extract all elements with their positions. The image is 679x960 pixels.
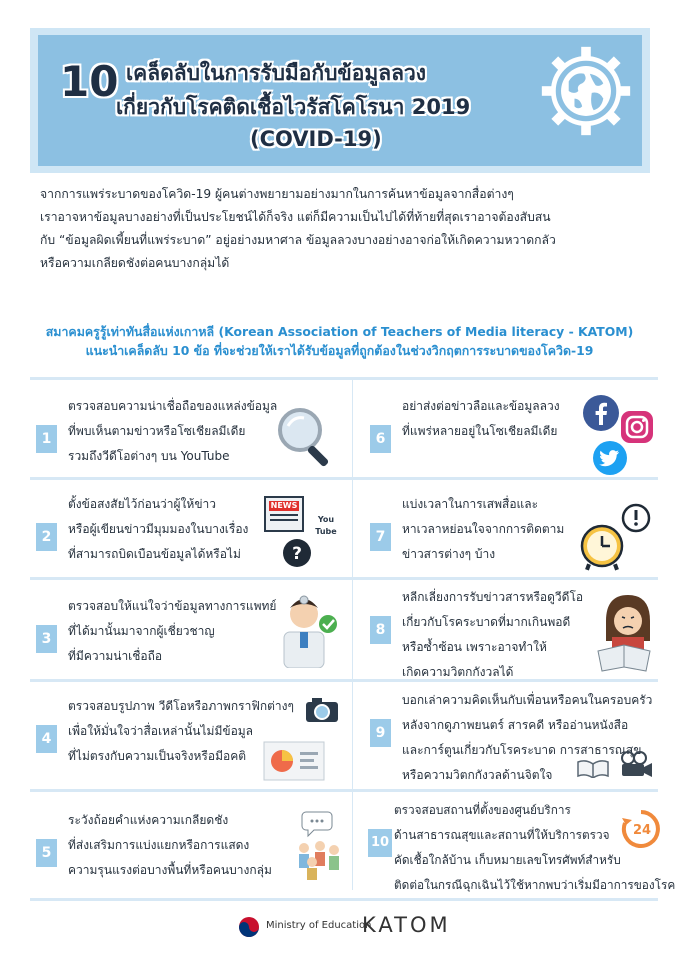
- tip-number-badge: 9: [370, 719, 391, 747]
- camera-icon: [304, 696, 340, 724]
- tip-number-badge: 7: [370, 523, 391, 551]
- association-line-2: แนะนำเคล็ดลับ 10 ข้อ ที่จะช่วยให้เราได้รับข้อมูลที่ถูกต้องในช่วงวิกฤตการระบาดของโควิด-19: [85, 343, 594, 358]
- ministry-label: Ministry of Education: [266, 920, 372, 931]
- tip-line: ที่แพร่หลายอยู่ในโซเชียลมีเดีย: [402, 424, 558, 438]
- instagram-icon: [620, 410, 654, 444]
- tip-line: ตรวจสอบสถานที่ตั้งของศูนย์บริการ: [394, 803, 571, 817]
- newspaper-icon: [264, 496, 304, 532]
- worried-reader-icon: [592, 591, 658, 673]
- tip-line: รวมถึงวีดีโอต่างๆ บน YouTube: [68, 449, 230, 463]
- title-number: 10: [60, 57, 119, 106]
- tip-number-badge: 8: [370, 616, 391, 644]
- news-label: NEWS: [270, 501, 298, 510]
- tip-line: ที่พบเห็นตามข่าวหรือโซเชียลมีเดีย: [68, 424, 246, 438]
- tip-text: [68, 808, 272, 883]
- youtube-label: You Tube: [315, 515, 337, 536]
- column-divider: [352, 380, 353, 890]
- tip-number-badge: 10: [368, 829, 392, 857]
- tip-7: [370, 492, 660, 592]
- tip-line: ความรุนแรงต่อบางพื้นที่หรือคนบางกลุ่ม: [68, 863, 272, 877]
- tip-text: [402, 688, 652, 788]
- tip-line: ระวังถ้อยคำแห่งความเกลียดชัง: [68, 813, 229, 827]
- question-icon: [282, 538, 312, 568]
- tip-text: [402, 394, 560, 444]
- tip-8: [370, 585, 660, 685]
- magnifier-icon: [274, 404, 338, 468]
- tip-text: [68, 394, 277, 469]
- people-chat-icon: [292, 810, 344, 880]
- tip-line: เพื่อให้มั่นใจว่าสื่อเหล่านั้นไม่มีข้อมูล: [68, 724, 254, 738]
- tip-text: [68, 492, 248, 567]
- tip-line: ด้านสาธารณสุขและสถานที่ให้บริการตรวจ: [394, 828, 610, 842]
- hotline-24-icon: [620, 808, 662, 850]
- tip-line: หรือซ้ำซ้อน เพราะอาจทำให้: [402, 640, 547, 654]
- film-camera-icon: [618, 750, 654, 780]
- tip-line: ข่าวสารต่างๆ บ้าง: [402, 547, 496, 561]
- tip-line: บอกเล่าความคิดเห็นกับเพื่อนหรือคนในครอบครัว: [402, 693, 653, 707]
- tip-text: [68, 594, 276, 669]
- katom-logo: KATOM: [362, 913, 451, 937]
- tip-line: ที่ไม่ตรงกับความเป็นจริงหรือมีอคติ: [68, 749, 247, 763]
- tip-line: ติดต่อในกรณีฉุกเฉินไว้ใช้หากพบว่าเริ่มมีอาการของโรค: [394, 878, 676, 892]
- title-line-3: (COVID-19): [250, 127, 382, 151]
- tip-text: [402, 585, 583, 685]
- title-banner-inner: [38, 35, 642, 166]
- intro-line: หรือความเกลียดชังต่อคนบางกลุ่มได้: [40, 256, 230, 270]
- association-line-1: สมาคมครูรู้เท่าทันสื่อแห่งเกาหลี (Korean Association of Teachers of Media literacy - KATOM): [45, 324, 634, 339]
- doctor-icon: [268, 588, 342, 668]
- intro-paragraph: [40, 183, 650, 275]
- intro-line: จากการแพร่ระบาดของโควิด-19 ผู้คนต่างพยายามอย่างมากในการค้นหาข้อมูลจากสื่อต่างๆ: [40, 187, 514, 201]
- association-heading: [20, 322, 659, 360]
- tip-number-badge: 6: [370, 425, 391, 453]
- footer: [0, 908, 679, 948]
- youtube-icon: [310, 514, 342, 542]
- alarm-clock-icon: [578, 500, 654, 576]
- hotline-label: 24: [632, 823, 652, 838]
- tip-6: [370, 394, 660, 494]
- tip-number-badge: 1: [36, 425, 57, 453]
- tip-number-badge: 4: [36, 725, 57, 753]
- tip-text: [402, 492, 564, 567]
- svg-text:?: ?: [292, 544, 302, 564]
- tip-line: หรือผู้เขียนข่าวมีมุมมองในบางเรื่อง: [68, 522, 249, 536]
- tip-line: เกิดความวิตกกังวลได้: [402, 665, 514, 679]
- tip-line: หลีกเลี่ยงการรับข่าวสารหรือดูวีดีโอ: [402, 590, 584, 604]
- tip-4: [36, 694, 346, 794]
- tip-line: ที่สามารถบิดเบือนข้อมูลได้หรือไม่: [68, 547, 241, 561]
- tip-line: หรือความวิตกกังวลด้านจิตใจ: [402, 768, 553, 782]
- tip-line: และการ์ตูนเกี่ยวกับโรคระบาด การสาธารณสุข: [402, 743, 642, 757]
- tip-line: ตั้งข้อสงสัยไว้ก่อนว่าผู้ให้ข่าว: [68, 497, 217, 511]
- tip-number-badge: 2: [36, 523, 57, 551]
- tip-line: ที่ส่งเสริมการแบ่งแยกหรือการแสดง: [68, 838, 250, 852]
- tip-10: [368, 798, 676, 898]
- intro-line: กับ “ข้อมูลผิดเพี้ยนที่แพร่ระบาด” อยู่อย่างมหาศาล ข้อมูลลวงบางอย่างอาจก่อให้เกิดความหวาดกลัว: [40, 233, 556, 247]
- title-line-2: เกี่ยวกับโรคติดเชื้อไวรัสโคโรนา 2019: [116, 95, 471, 119]
- title-banner: [30, 28, 650, 173]
- tip-line: แบ่งเวลาในการเสพสื่อและ: [402, 497, 539, 511]
- tip-line: ตรวจสอบความน่าเชื่อถือของแหล่งข้อมูล: [68, 399, 278, 413]
- tip-line: เกี่ยวกับโรคระบาดที่มากเกินพอดี: [402, 615, 571, 629]
- tip-number-badge: 3: [36, 625, 57, 653]
- title-line-1: เคล็ดลับในการรับมือกับข้อมูลลวง: [126, 61, 427, 85]
- twitter-icon: [592, 440, 628, 476]
- tip-9: [370, 688, 660, 788]
- ministry-logo-icon: [238, 916, 260, 938]
- tip-3: [36, 594, 346, 694]
- divider: [30, 377, 658, 380]
- facebook-icon: [582, 394, 620, 432]
- tip-number-badge: 5: [36, 839, 57, 867]
- intro-line: เราอาจหาข้อมูลบางอย่างที่เป็นประโยชน์ได้ก็จริง แต่ก็มีความเป็นไปได้ที่ท้ายที่สุดเราอาจต้องสับสน: [40, 210, 551, 224]
- tip-line: อย่าส่งต่อข่าวลือและข้อมูลลวง: [402, 399, 560, 413]
- tip-line: ที่ได้มานั้นมาจากผู้เชี่ยวชาญ: [68, 624, 215, 638]
- tip-line: ตรวจสอบรูปภาพ วีดีโอหรือภาพกราฟิกต่างๆ: [68, 699, 294, 713]
- tip-line: หลังจากดูภาพยนตร์ สารคดี หรืออ่านหนังสือ: [402, 718, 629, 732]
- tip-line: ที่มีความน่าเชื่อถือ: [68, 649, 163, 663]
- tip-text: [68, 694, 294, 769]
- tip-line: ตรวจสอบให้แน่ใจว่าข้อมูลทางการแพทย์: [68, 599, 277, 613]
- tip-line: คัดเชื้อใกล้บ้าน เก็บหมายเลขโทรศัพท์สำหรับ: [394, 853, 621, 867]
- tip-1: [36, 394, 346, 494]
- tip-line: หาเวลาหย่อนใจจากการติดตาม: [402, 522, 565, 536]
- tip-2: [36, 492, 346, 592]
- book-icon: [576, 758, 610, 778]
- gear-globe-icon: [538, 43, 634, 139]
- presentation-chart-icon: [262, 740, 326, 784]
- tip-5: [36, 808, 346, 908]
